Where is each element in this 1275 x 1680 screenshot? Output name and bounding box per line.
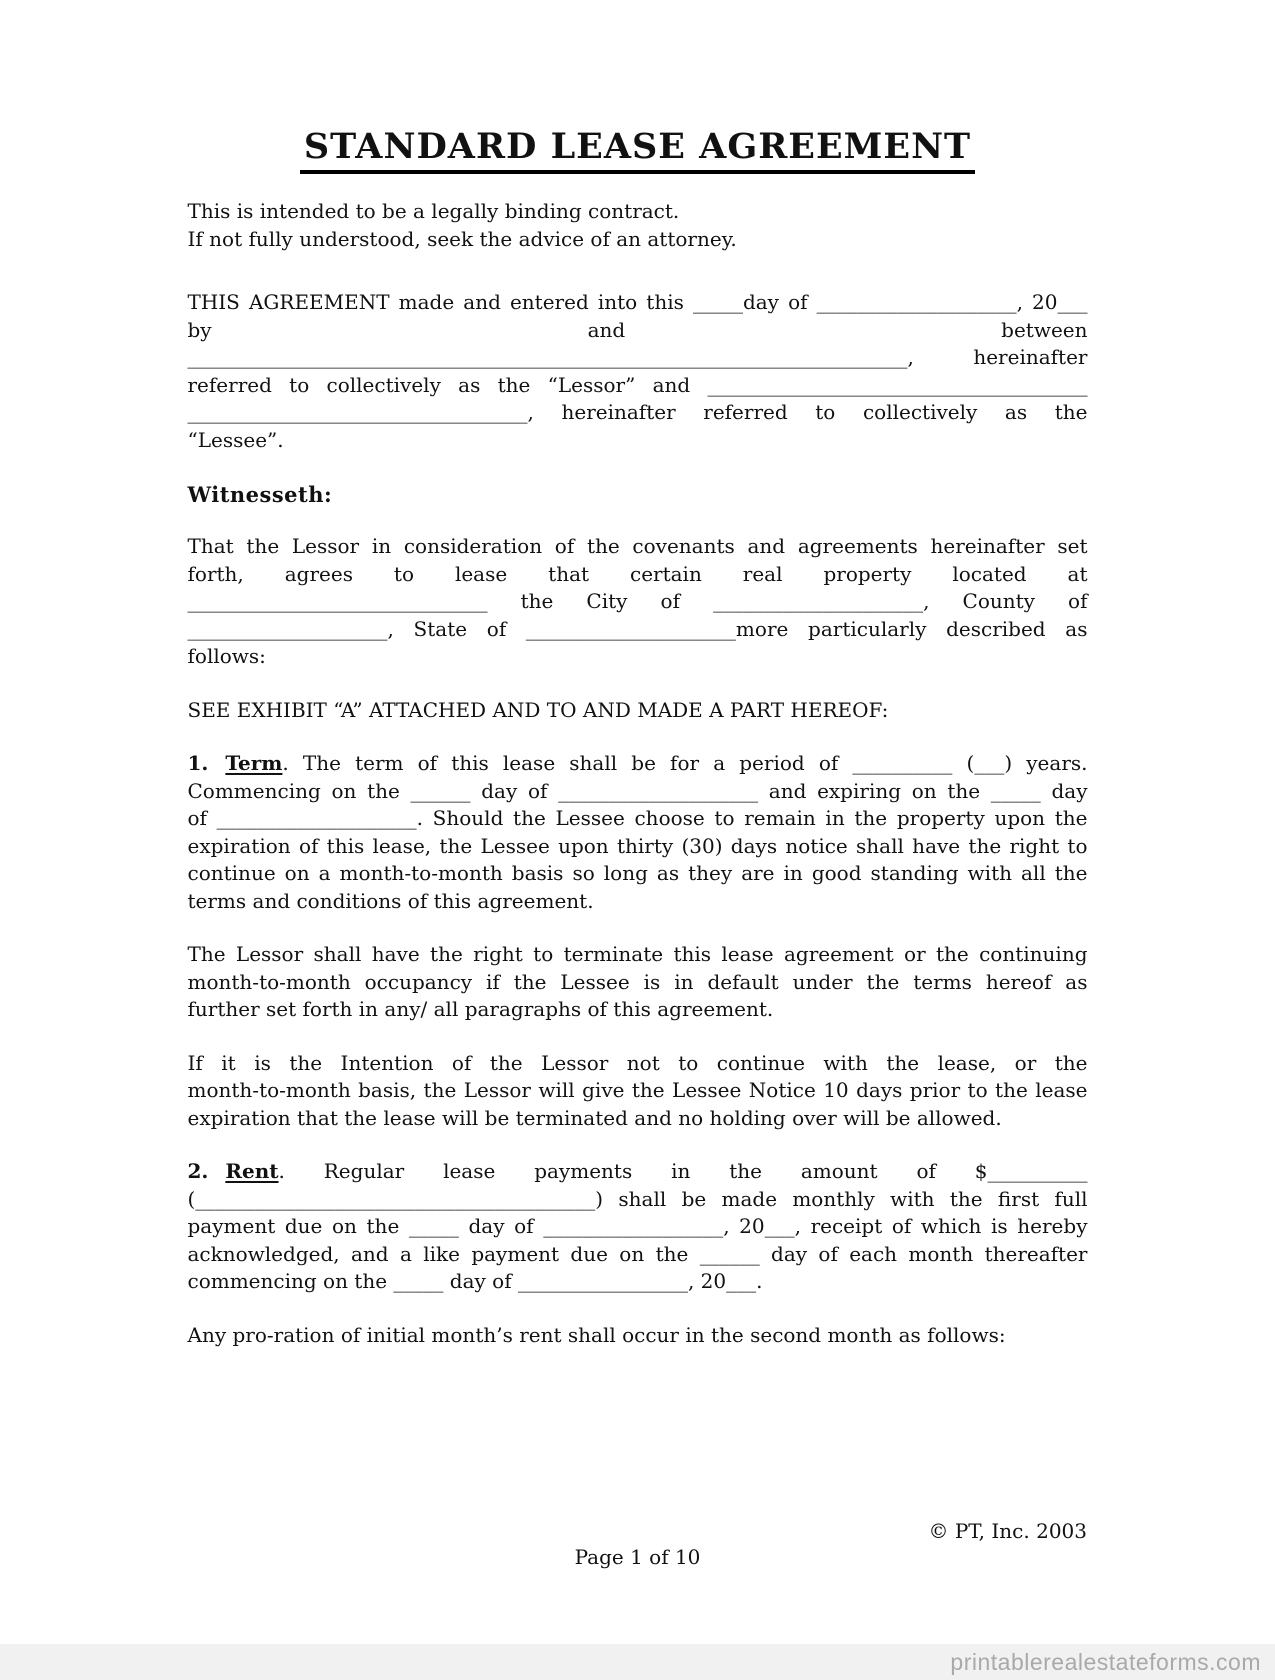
text-line: “Lessee”. (187, 427, 284, 452)
section-number: 1. (187, 751, 209, 775)
proration-paragraph (188, 1322, 1088, 1350)
text-line: THIS AGREEMENT made and entered into this _____day of ____________________, 20___ (187, 290, 1088, 314)
rent-section (188, 1158, 1088, 1296)
page-title: STANDARD LEASE AGREEMENT (300, 126, 975, 174)
text-line: (________________________________________) shall be made monthly with the first full (187, 1186, 1088, 1211)
text-line: follows: (187, 644, 266, 668)
section-label: Rent (225, 1159, 279, 1183)
text-line: month-to-month basis, the Lessor will give the Lessee Notice 10 days prior to the lease (187, 1078, 1088, 1102)
intention-paragraph (188, 1050, 1088, 1133)
text-line: Commencing on the ______ day of ____________________ and expiring on the _____ day (187, 778, 1088, 803)
text-line: payment due on the _____ day of __________________, 20___, receipt of which is hereby (187, 1214, 1088, 1238)
term-section (188, 750, 1088, 915)
watermark-text: printablerealestateforms.com (950, 1649, 1261, 1675)
text-line: by and between (187, 317, 1088, 342)
text-line: The Lessor shall have the right to terminate this lease agreement or the continuing (187, 942, 1088, 966)
witnesseth-heading: Witnesseth: (187, 482, 333, 507)
copyright-notice: © PT, Inc. 2003 (928, 1519, 1087, 1543)
page-number: Page 1 of 10 (574, 1545, 701, 1569)
text-line: ____________________, State of _____________________more particularly described as (187, 616, 1088, 641)
document-body (188, 0, 1088, 1349)
text-line: That the Lessor in consideration of the covenants and agreements hereinafter set (187, 534, 1088, 558)
exhibit-line: SEE EXHIBIT “A” ATTACHED AND TO AND MADE A PART HEREOF: (187, 697, 889, 722)
text-line: ________________________________________________________________________, hereinafter (187, 345, 1088, 369)
text-line (188, 1158, 1088, 1186)
text-line: month-to-month occupancy if the Lessee is in default under the terms hereof as (187, 969, 1088, 994)
exhibit-paragraph (188, 697, 1088, 725)
text-line: expiration that the lease will be terminated and no holding over will be allowed. (187, 1105, 1002, 1130)
text-line: If it is the Intention of the Lessor not to continue with the lease, or the (187, 1050, 1088, 1075)
consideration-paragraph (188, 533, 1088, 671)
text-line: further set forth in any/ all paragraphs of this agreement. (187, 997, 774, 1021)
proration-line: Any pro-ration of initial month’s rent shall occur in the second month as follows: (187, 1322, 1006, 1347)
opening-paragraph (188, 289, 1088, 454)
title-wrap (188, 126, 1088, 174)
text-line: continue on a month-to-month basis so long as they are in good standing with all the (187, 861, 1088, 885)
section-text: . Regular lease payments in the amount of $__________ (278, 1159, 1088, 1183)
text-line: of ____________________. Should the Lessee choose to remain in the property upon the (187, 806, 1088, 830)
text-line: terms and conditions of this agreement. (187, 888, 594, 913)
section-label: Term (225, 751, 283, 775)
watermark-bar (0, 1644, 1275, 1680)
section-text: . The term of this lease shall be for a period of __________ (___) years. (282, 751, 1088, 775)
subtitle-line-1: This is intended to be a legally binding contract. (187, 199, 680, 223)
subtitle-line-2: If not fully understood, seek the advice of an attorney. (187, 226, 737, 251)
text-line: acknowledged, and a like payment due on the ______ day of each month thereafter (187, 1241, 1088, 1266)
text-line: forth, agrees to lease that certain real property located at (187, 561, 1088, 586)
text-line: referred to collectively as the “Lessor” and ______________________________________ (187, 372, 1088, 397)
terminate-paragraph (188, 941, 1088, 1024)
text-line: commencing on the _____ day of _________________, 20___. (187, 1269, 763, 1293)
section-number: 2. (187, 1159, 209, 1183)
subtitle (188, 198, 1088, 253)
text-line: expiration of this lease, the Lessee upon thirty (30) days notice shall have the right to (187, 833, 1088, 858)
text-line (188, 750, 1088, 778)
text-line: ______________________________ the City of _____________________, County of (187, 589, 1088, 613)
text-line: __________________________________, hereinafter referred to collectively as the (187, 400, 1088, 424)
